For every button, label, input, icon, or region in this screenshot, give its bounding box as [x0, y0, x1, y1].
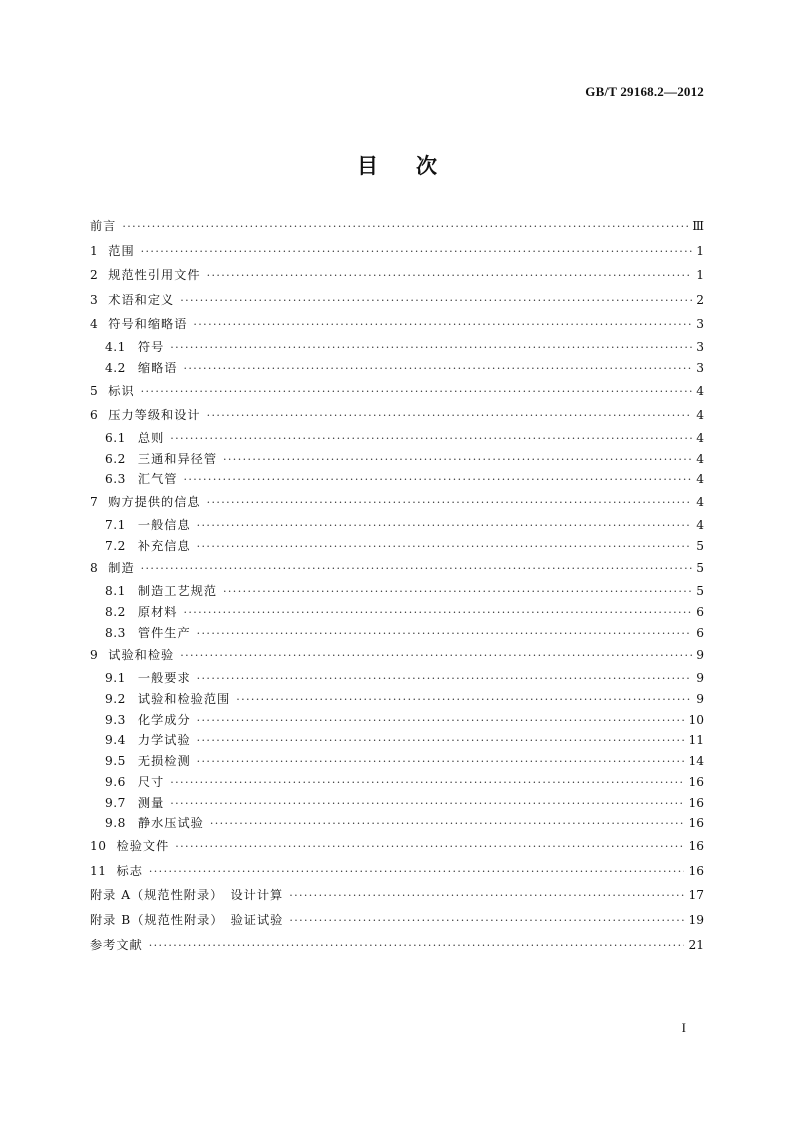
toc-entry[interactable] — [90, 358, 704, 379]
toc-entry-label: 一般信息 — [137, 517, 191, 532]
toc-entry[interactable] — [90, 772, 704, 793]
toc-entry[interactable] — [90, 337, 704, 358]
toc-dot-leader — [197, 752, 685, 773]
toc-entry-label: 符号和缩略语 — [108, 317, 188, 332]
toc-entry-label: 附录 A（规范性附录） 设计计算 — [90, 888, 284, 903]
table-of-contents — [90, 214, 704, 957]
toc-entry-label: 无损检测 — [137, 754, 191, 769]
toc-entry-number: 9.5 — [105, 754, 126, 769]
toc-dot-leader — [223, 450, 692, 471]
toc-dot-leader — [149, 934, 685, 959]
toc-entry-label: 总则 — [137, 430, 165, 445]
toc-dot-leader — [183, 603, 692, 624]
toc-entry-number: 8.3 — [105, 625, 126, 640]
toc-entry-page: 4 — [696, 430, 704, 445]
toc-entry-page: 9 — [696, 670, 704, 685]
toc-entry[interactable] — [90, 379, 704, 404]
toc-entry[interactable] — [90, 214, 704, 239]
toc-title: 目次 — [357, 153, 475, 178]
toc-entry-page: 16 — [688, 816, 704, 831]
toc-entry-number: 11 — [90, 863, 107, 878]
toc-entry[interactable] — [90, 730, 704, 751]
toc-dot-leader — [183, 470, 692, 491]
toc-entry-page: 4 — [696, 495, 704, 510]
toc-entry-label: 术语和定义 — [108, 292, 175, 307]
toc-entry-label: 尺寸 — [137, 774, 165, 789]
toc-entry-number: 4.2 — [105, 360, 126, 375]
toc-entry-label: 力学试验 — [137, 733, 191, 748]
toc-entry-label: 试验和检验 — [108, 648, 175, 663]
toc-dot-leader — [149, 860, 685, 885]
toc-entry[interactable] — [90, 288, 704, 313]
toc-entry-page: 10 — [688, 712, 704, 727]
toc-dot-leader — [175, 835, 684, 860]
toc-entry[interactable] — [90, 602, 704, 623]
toc-entry[interactable] — [90, 908, 704, 933]
toc-dot-leader — [141, 557, 692, 582]
toc-entry[interactable] — [90, 263, 704, 288]
toc-entry-number: 4 — [90, 317, 99, 332]
toc-entry-number: 9.4 — [105, 733, 126, 748]
toc-entry-page: 14 — [688, 754, 704, 769]
toc-entry[interactable] — [90, 490, 704, 515]
toc-entry-page: 9 — [696, 648, 704, 663]
toc-entry[interactable] — [90, 793, 704, 814]
toc-entry-label: 一般要求 — [137, 670, 191, 685]
toc-entry-number: 1 — [90, 243, 99, 258]
toc-entry[interactable] — [90, 933, 704, 958]
standard-code: GB/T 29168.2—2012 — [585, 84, 704, 99]
toc-entry-label: 前言 — [90, 219, 117, 233]
toc-dot-leader — [197, 731, 685, 752]
toc-entry-label: 标志 — [116, 863, 143, 878]
toc-entry[interactable] — [90, 312, 704, 337]
toc-dot-leader — [197, 516, 692, 537]
toc-entry[interactable] — [90, 428, 704, 449]
toc-dot-leader — [207, 404, 692, 429]
toc-entry-number: 9.3 — [105, 712, 126, 727]
toc-entry[interactable] — [90, 623, 704, 644]
toc-entry-page: 4 — [696, 517, 704, 532]
toc-entry-page: 3 — [696, 317, 704, 332]
toc-dot-leader — [170, 773, 684, 794]
toc-dot-leader — [183, 359, 692, 380]
toc-entry[interactable] — [90, 403, 704, 428]
toc-entry-label: 参考文献 — [90, 937, 143, 952]
toc-entry-page: 3 — [696, 339, 704, 354]
toc-entry-number: 8.2 — [105, 604, 126, 619]
toc-entry[interactable] — [90, 689, 704, 710]
toc-entry-page: 6 — [696, 625, 704, 640]
toc-entry-page: 4 — [696, 383, 704, 398]
toc-dot-leader — [207, 491, 692, 516]
toc-dot-leader — [170, 338, 692, 359]
toc-entry-label: 制造工艺规范 — [137, 583, 218, 598]
toc-entry-label: 附录 B（规范性附录） 验证试验 — [90, 913, 284, 928]
toc-entry[interactable] — [90, 834, 704, 859]
toc-entry-label: 购方提供的信息 — [108, 495, 201, 510]
toc-entry-label: 试验和检验范围 — [137, 691, 231, 706]
toc-entry-number: 9.8 — [105, 816, 126, 831]
toc-entry-page: 4 — [696, 408, 704, 423]
toc-entry[interactable] — [90, 668, 704, 689]
toc-dot-leader — [197, 711, 685, 732]
toc-entry-page: 1 — [696, 243, 704, 258]
toc-entry-page: 19 — [688, 913, 704, 928]
page-number: I — [681, 1020, 686, 1035]
toc-entry-number: 10 — [90, 839, 107, 854]
toc-entry-page: 2 — [696, 292, 704, 307]
toc-entry-label: 化学成分 — [137, 712, 191, 727]
toc-entry[interactable] — [90, 469, 704, 490]
toc-dot-leader — [207, 264, 692, 289]
toc-entry-label: 检验文件 — [116, 839, 170, 854]
toc-entry-page: 4 — [696, 472, 704, 487]
toc-entry-page: 4 — [696, 451, 704, 466]
toc-entry-page: 21 — [688, 937, 704, 952]
toc-dot-leader — [289, 909, 684, 934]
toc-entry-label: 缩略语 — [137, 360, 178, 375]
toc-entry-label: 管件生产 — [137, 625, 191, 640]
toc-entry-page: 16 — [688, 795, 704, 810]
toc-entry-number: 7 — [90, 495, 99, 510]
toc-entry-number: 5 — [90, 383, 99, 398]
toc-entry-number: 2 — [90, 268, 99, 283]
toc-entry-number: 6.3 — [105, 472, 126, 487]
toc-entry-page: 11 — [688, 733, 704, 748]
toc-dot-leader — [289, 884, 684, 909]
toc-dot-leader — [170, 429, 692, 450]
toc-dot-leader — [180, 644, 692, 669]
toc-entry-page: 5 — [696, 561, 704, 576]
toc-entry[interactable] — [90, 813, 704, 834]
toc-entry-number: 9.7 — [105, 795, 126, 810]
toc-entry-page: 16 — [688, 774, 704, 789]
toc-entry-page: Ⅲ — [692, 219, 704, 233]
toc-entry-label: 规范性引用文件 — [108, 268, 201, 283]
toc-dot-leader — [197, 669, 692, 690]
toc-entry-label: 压力等级和设计 — [108, 408, 201, 423]
toc-entry-page: 6 — [696, 604, 704, 619]
toc-entry[interactable] — [90, 643, 704, 668]
toc-entry-number: 6.2 — [105, 451, 126, 466]
toc-entry-number: 8 — [90, 561, 99, 576]
toc-entry-label: 范围 — [108, 243, 135, 258]
toc-dot-leader — [197, 624, 692, 645]
toc-dot-leader — [197, 537, 692, 558]
toc-dot-leader — [193, 313, 692, 338]
toc-entry-number: 7.1 — [105, 517, 126, 532]
toc-dot-leader — [236, 690, 692, 711]
toc-entry-label: 符号 — [137, 339, 165, 354]
toc-entry-number: 9 — [90, 648, 99, 663]
toc-entry[interactable] — [90, 515, 704, 536]
toc-dot-leader — [223, 582, 692, 603]
toc-entry[interactable] — [90, 556, 704, 581]
toc-entry-label: 测量 — [137, 795, 165, 810]
toc-entry[interactable] — [90, 239, 704, 264]
toc-entry[interactable] — [90, 581, 704, 602]
toc-entry-label: 静水压试验 — [137, 816, 204, 831]
toc-dot-leader — [210, 814, 685, 835]
toc-dot-leader — [141, 240, 692, 265]
toc-entry-number: 6.1 — [105, 430, 126, 445]
toc-dot-leader — [141, 380, 692, 405]
toc-entry-label: 制造 — [108, 561, 135, 576]
toc-entry-label: 汇气管 — [137, 472, 178, 487]
toc-entry[interactable] — [90, 536, 704, 557]
toc-entry[interactable] — [90, 883, 704, 908]
toc-entry-page: 5 — [696, 538, 704, 553]
toc-entry-number: 3 — [90, 292, 99, 307]
toc-entry[interactable] — [90, 710, 704, 731]
toc-entry-page: 5 — [696, 583, 704, 598]
toc-entry[interactable] — [90, 449, 704, 470]
toc-entry-number: 7.2 — [105, 538, 126, 553]
toc-entry[interactable] — [90, 859, 704, 884]
toc-entry-page: 1 — [696, 268, 704, 283]
toc-entry-number: 9.6 — [105, 774, 126, 789]
toc-entry-label: 三通和异径管 — [137, 451, 218, 466]
toc-entry-page: 16 — [688, 839, 704, 854]
toc-dot-leader — [180, 289, 692, 314]
toc-entry-page: 3 — [696, 360, 704, 375]
toc-dot-leader — [122, 215, 688, 240]
toc-entry-number: 6 — [90, 408, 99, 423]
toc-dot-leader — [170, 794, 684, 815]
toc-entry-label: 补充信息 — [137, 538, 191, 553]
toc-entry-page: 9 — [696, 691, 704, 706]
toc-entry-number: 9.2 — [105, 691, 126, 706]
toc-entry[interactable] — [90, 751, 704, 772]
toc-entry-label: 原材料 — [137, 604, 178, 619]
toc-entry-number: 8.1 — [105, 583, 126, 598]
toc-entry-page: 16 — [688, 863, 704, 878]
toc-entry-label: 标识 — [108, 383, 135, 398]
toc-entry-number: 4.1 — [105, 339, 126, 354]
toc-entry-page: 17 — [688, 888, 704, 903]
toc-entry-number: 9.1 — [105, 670, 126, 685]
